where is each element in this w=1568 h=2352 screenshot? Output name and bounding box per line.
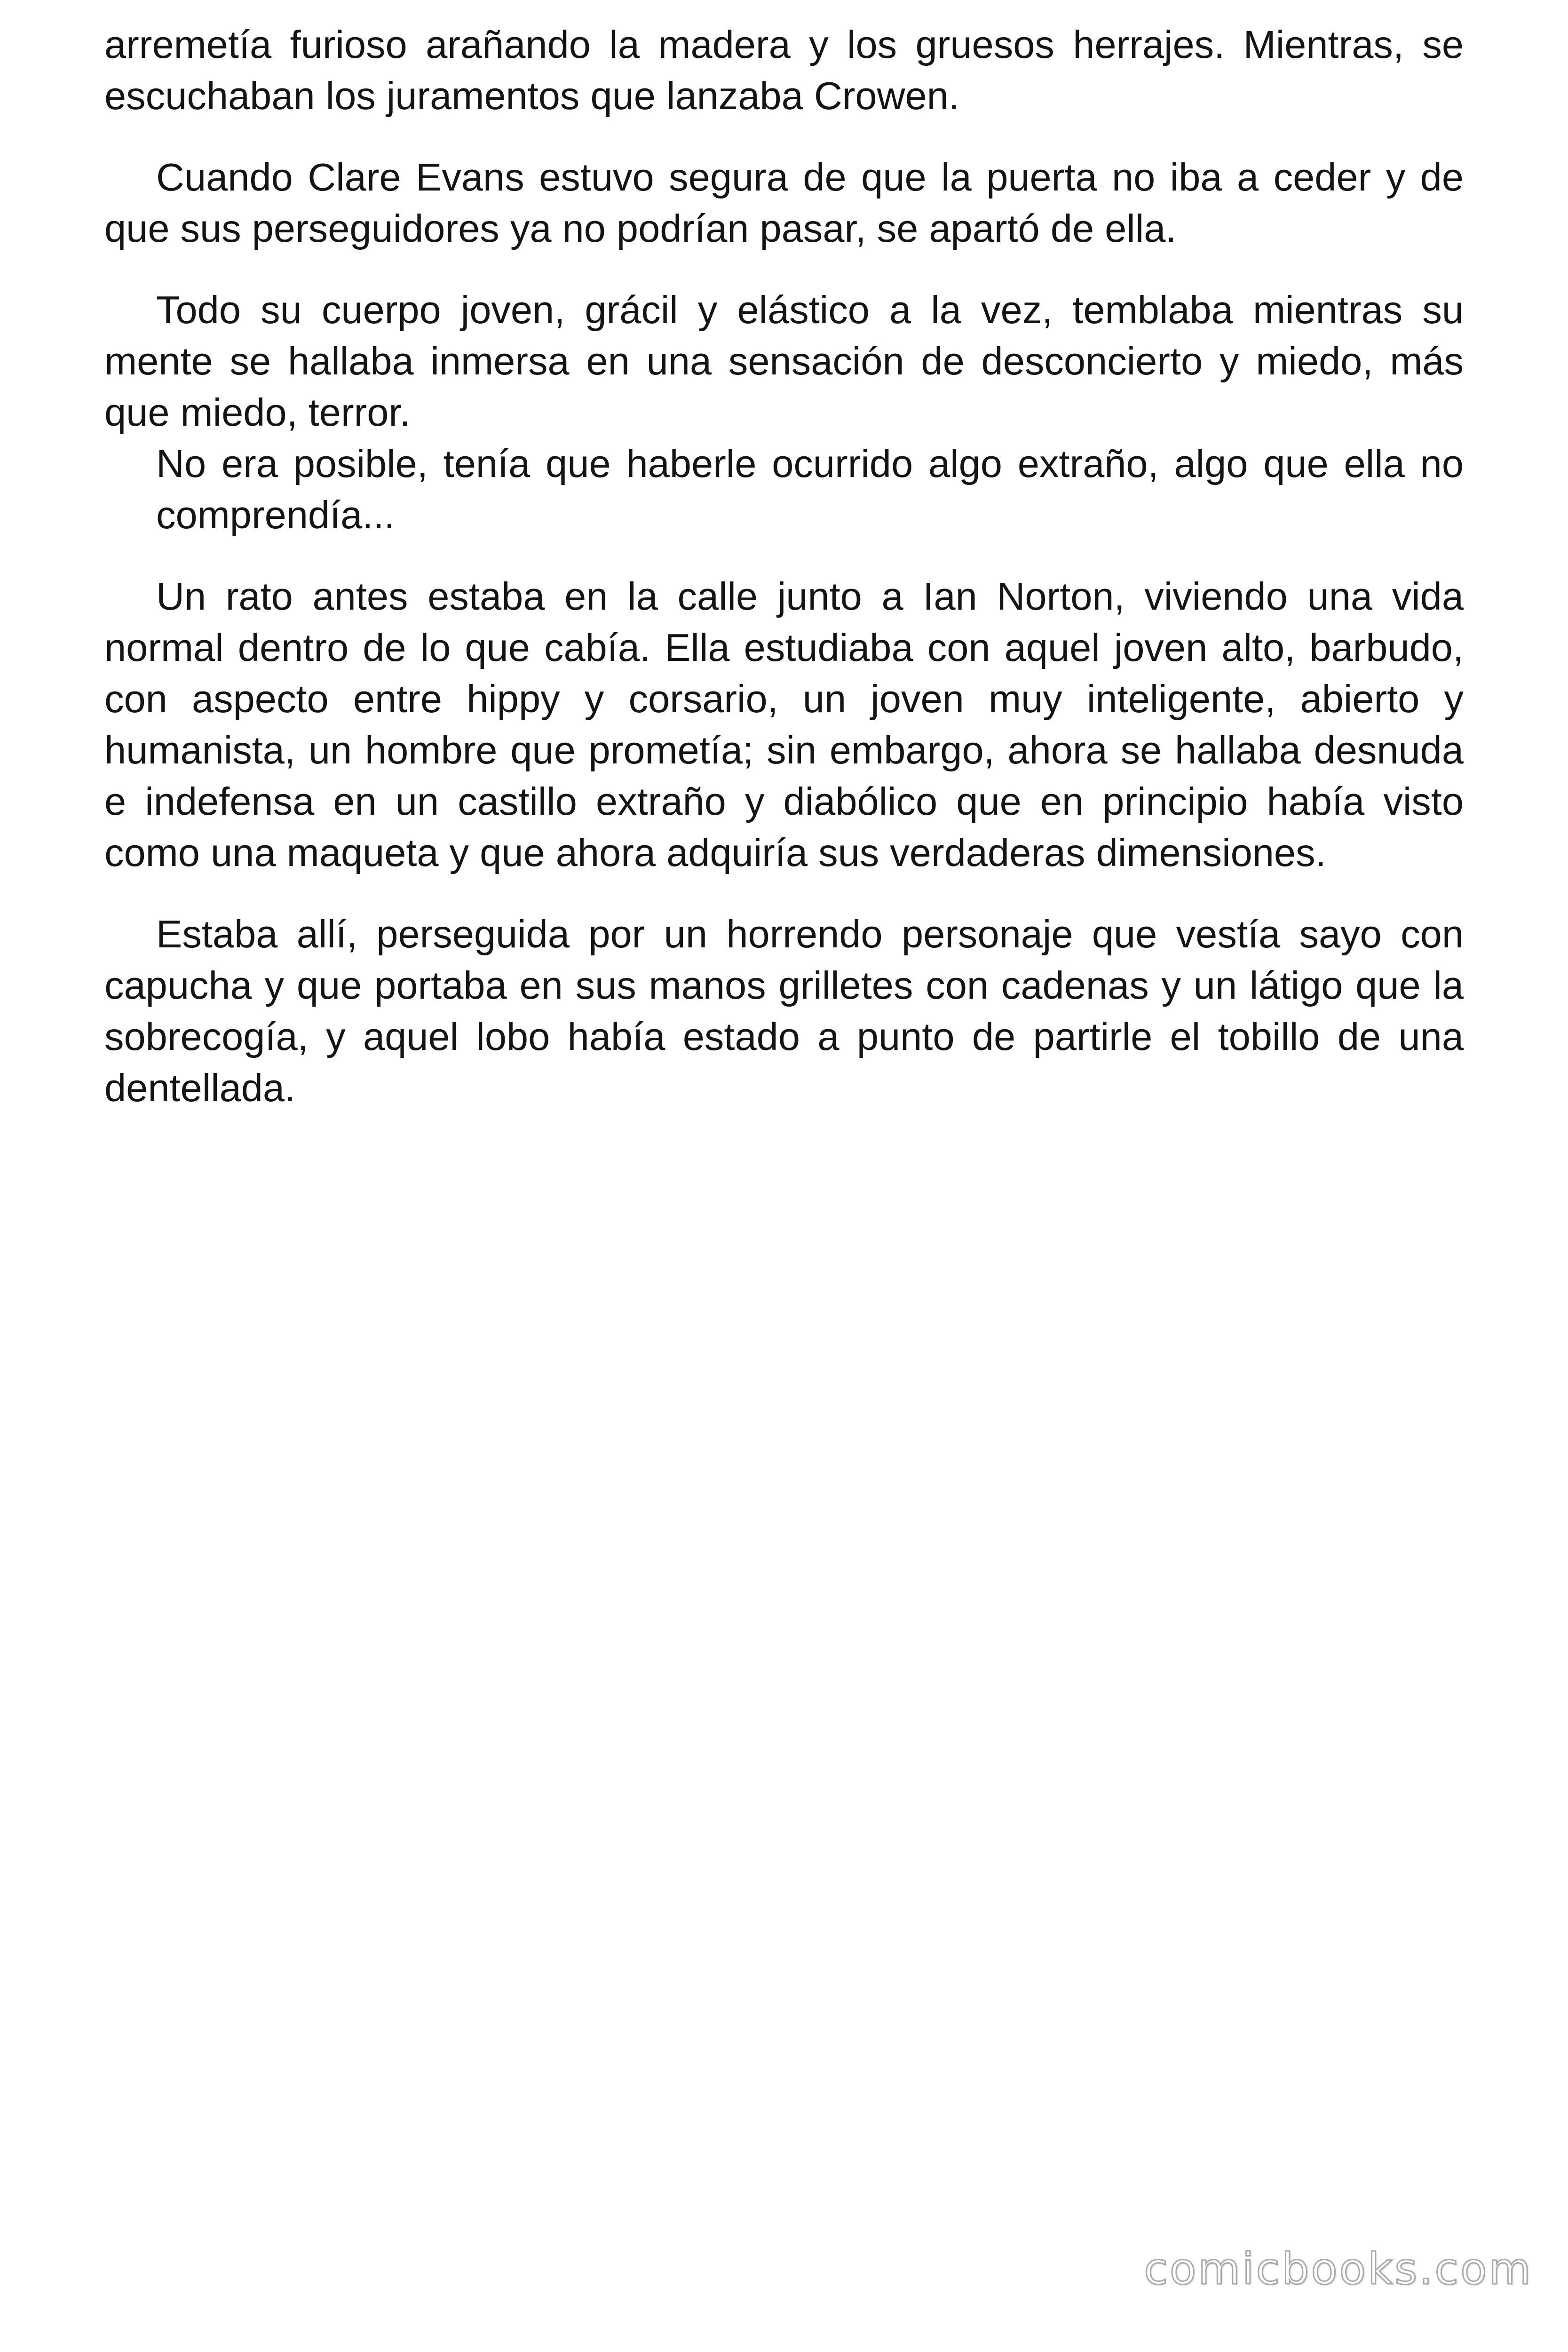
- paragraph-3: Todo su cuerpo joven, grácil y elástico a la vez, temblaba mientras su mente se hallaba inmersa en una sensación de desconcierto y miedo, más que miedo, terror.: [104, 288, 1464, 434]
- paragraph-1: arremetía furioso arañando la madera y los gruesos herrajes. Mientras, se escuchaban los juramentos que lanzaba Crowen.: [104, 23, 1464, 118]
- paragraph-4: No era posible, tenía que haberle ocurrido algo extraño, algo que ella no comprendía...: [156, 442, 1464, 537]
- watermark-logo: comicbooks.com: [1144, 2244, 1533, 2294]
- paragraph-2: Cuando Clare Evans estuvo segura de que la puerta no iba a ceder y de que sus perseguidores ya no podrían pasar, se apartó de ella.: [104, 155, 1464, 250]
- paragraph-5: Un rato antes estaba en la calle junto a Ian Norton, viviendo una vida normal dentro de lo que cabía. Ella estudiaba con aquel joven alto, barbudo, con aspecto entre hippy y corsario, un joven muy inteligente, abierto y humanista, un hombre que prometía; sin embargo, ahora se hallaba desnuda e indefensa en un castillo extraño y diabólico que en principio había visto como una maqueta y que ahora adquiría sus verdaderas dimensiones.: [104, 574, 1464, 874]
- paragraph-6: Estaba allí, perseguida por un horrendo personaje que vestía sayo con capucha y que portaba en sus manos grilletes con cadenas y un látigo que la sobrecogía, y aquel lobo había estado a punto de partirle el tobillo de una dentellada.: [104, 912, 1464, 1110]
- body-text: [104, 19, 1464, 1144]
